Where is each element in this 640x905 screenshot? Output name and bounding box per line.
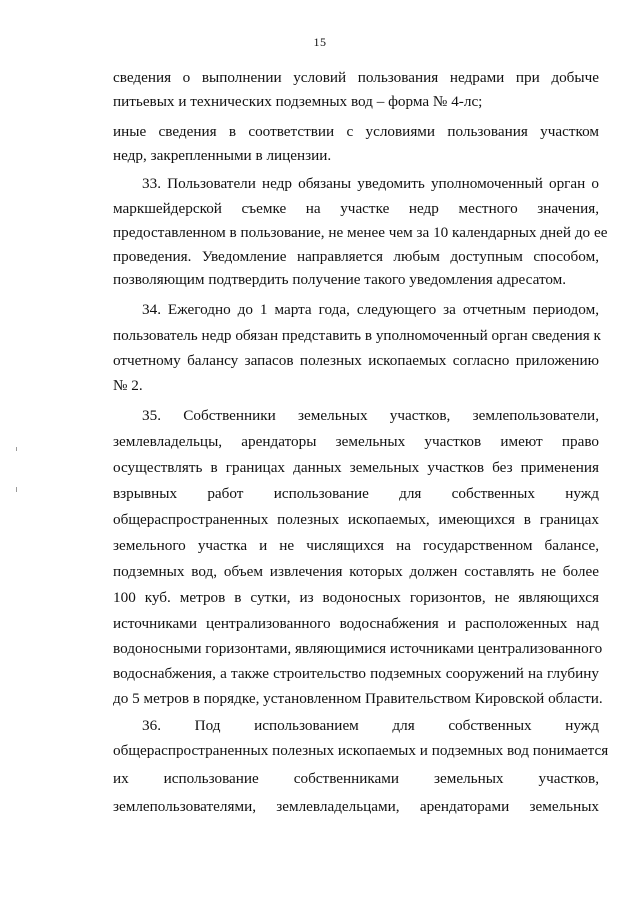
document-line: позволяющим подтвердить получение такого уведомления адресатом.	[113, 271, 567, 288]
document-line: общераспространенных полезных ископаемых и подземных вод понимается	[113, 742, 609, 759]
document-line: 36. Под использованием для собственных нужд	[142, 717, 599, 734]
document-line: 34. Ежегодно до 1 марта года, следующего за отчетным периодом,	[142, 301, 599, 318]
document-line: иные сведения в соответствии с условиями пользования участком	[113, 123, 599, 140]
document-line: маркшейдерской съемке на участке недр местного значения,	[113, 200, 599, 217]
document-line: 35. Собственники земельных участков, землепользователи,	[142, 407, 599, 424]
document-line: № 2.	[113, 377, 143, 394]
document-line: питьевых и технических подземных вод – форма № 4-лс;	[113, 93, 483, 110]
document-line: пользователь недр обязан представить в уполномоченный орган сведения к	[113, 327, 601, 344]
document-line: сведения о выполнении условий пользования недрами при добыче	[113, 69, 599, 86]
scan-mark	[16, 447, 17, 451]
document-line: 100 куб. метров в сутки, из водоносных горизонтов, не являющихся	[113, 589, 599, 606]
document-line: предоставленном в пользование, не менее чем за 10 календарных дней до ее	[113, 224, 608, 241]
document-line: землепользователями, землевладельцами, арендаторами земельных	[113, 798, 599, 815]
document-line: землевладельцы, арендаторы земельных участков имеют право	[113, 433, 599, 450]
document-line: общераспространенных полезных ископаемых, имеющихся в границах	[113, 511, 599, 528]
document-line: 33. Пользователи недр обязаны уведомить уполномоченный орган о	[142, 175, 599, 192]
document-line: до 5 метров в порядке, установленном Правительством Кировской области.	[113, 690, 603, 707]
document-line: их использование собственниками земельных участков,	[113, 770, 599, 787]
document-line: земельного участка и не числящихся на государственном балансе,	[113, 537, 599, 554]
document-line: проведения. Уведомление направляется любым доступным способом,	[113, 248, 599, 265]
document-line: источниками централизованного водоснабжения и расположенных над	[113, 615, 599, 632]
page-number: 15	[313, 35, 327, 49]
document-line: взрывных работ использование для собственных нужд	[113, 485, 599, 502]
document-line: подземных вод, объем извлечения которых должен составлять не более	[113, 563, 599, 580]
document-line: осуществлять в границах данных земельных участков без применения	[113, 459, 599, 476]
document-line: водоснабжения, а также строительство подземных сооружений на глубину	[113, 665, 599, 682]
document-line: отчетному балансу запасов полезных ископаемых согласно приложению	[113, 352, 599, 369]
document-line: недр, закрепленными в лицензии.	[113, 147, 332, 164]
scan-mark	[16, 487, 17, 492]
document-line: водоносными горизонтами, являющимися источниками централизованного	[113, 640, 603, 657]
